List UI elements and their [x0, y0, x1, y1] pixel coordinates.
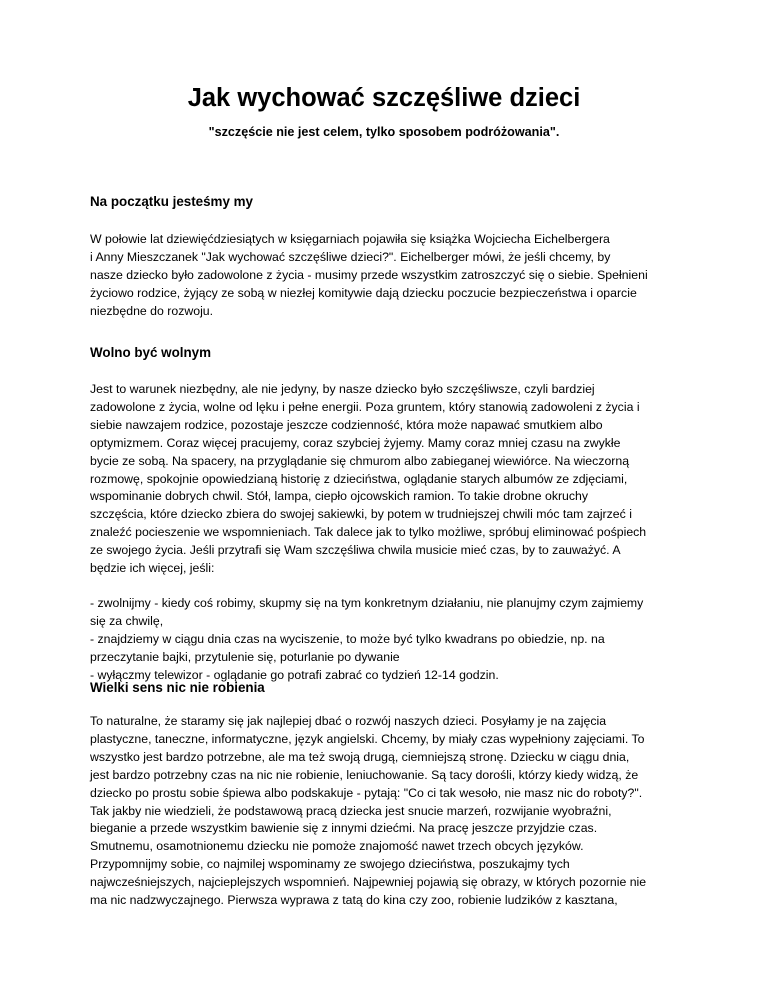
section-paragraph: Jest to warunek niezbędny, ale nie jedyny, by nasze dziecko było szczęśliwsze, czyli bardziej zadowolone z życia, wolne od lęku i pełne energii. Poza gruntem, który stanowią zadowoleni z życia i siebie nawzajem rodzice, pozostaje jeszcze codzienność, która może napawać smutkiem albo optymizmem. Coraz więcej pracujemy, coraz szybciej żyjemy. Mamy coraz mniej czasu na zwykłe bycie ze sobą. Na spacery, na przyglądanie się chmurom albo zabieganej wiewiórce. Na wieczorną rozmowę, spokojnie opowiedzianą historię z dzieciństwa, oglądanie starych albumów ze zdjęciami, wspominanie dobrych chwil. Stół, lampa, ciepło ojcowskich ramion. To takie drobne okruchy szczęścia, które dziecko zbiera do swojej sakiewki, by potem w trudniejszej chwili móc tam zajrzeć i znaleźć pocieszenie we wspomnieniach. Tak dalece jak to tylko możliwe, spróbuj eliminować pośpiech ze swojego życia. Jeśli przytrafi się Wam szczęśliwa chwila musicie mieć czas, by to zauważyć. A będzie ich więcej, jeśli:: [90, 382, 647, 576]
section-heading: Wolno być wolnym: [90, 345, 212, 360]
section-heading: Wielki sens nic nie robienia: [90, 680, 265, 695]
list-item: - znajdziemy w ciągu dnia czas na wyciszenie, to może być tylko kwadrans po obiedzie, np. na przeczytanie bajki, przytulenie się, poturlanie po dywanie: [90, 631, 605, 664]
section-na-poczatku: [90, 193, 690, 321]
list-item: - zwolnijmy - kiedy coś robimy, skupmy się na tym konkretnym działaniu, nie planujmy czym zajmiemy się za chwilę,: [90, 595, 644, 628]
list-item: - wyłączmy telewizor - oglądanie go potrafi zabrać co tydzień 12-14 godzin.: [90, 667, 499, 682]
section-wielki-sens: [90, 679, 690, 910]
section-paragraph: W połowie lat dziewięćdziesiątych w księgarniach pojawiła się książka Wojciecha Eichelbergera i Anny Mieszczanek "Jak wychować szczęśliwe dzieci?". Eichelberger mówi, że jeśli chcemy, by nasze dziecko było zadowolone z życia - musimy przede wszystkim zatroszczyć się o siebie. Spełnieni życiowo rodzice, żyjący ze sobą w niezłej komitywie dają dziecku poczucie bezpieczeństwa i oparcie niezbędne do rozwoju.: [90, 232, 648, 318]
tips-list: [90, 595, 690, 685]
section-paragraph: To naturalne, że staramy się jak najlepiej dbać o rozwój naszych dzieci. Posyłamy je na zajęcia plastyczne, taneczne, informatyczne, język angielski. Chcemy, by miały czas wypełniony zajęciami. To wszystko jest bardzo potrzebne, ale ma też swoją drugą, ciemniejszą stronę. Dziecku w ciągu dnia, jest bardzo potrzebny czas na nic nie robienie, leniuchowanie. Są tacy dorośli, którzy kiedy widzą, że dziecko po prostu sobie śpiewa albo podskakuje - pytają: "Co ci tak wesoło, nie masz nic do roboty?". Tak jakby nie wiedzieli, że podstawową pracą dziecka jest snucie marzeń, rozwijanie wyobraźni, bieganie a przede wszystkim bawienie się z innymi dziećmi. Na pracę jeszcze przyjdzie czas. Smutnemu, osamotnionemu dziecku nie pomoże znajomość nawet trzech obcych języków. Przypomnijmy sobie, co najmilej wspominamy ze swojego dzieciństwa, poszukajmy tych najwcześniejszych, najcieplejszych wspomnień. Najpewniej pojawią się obrazy, w których pozornie nie ma nic nadzwyczajnego. Pierwsza wyprawa z tatą do kina czy zoo, robienie ludzików z kasztana,: [90, 714, 647, 908]
section-wolno-byc-wolnym: [90, 344, 690, 685]
document-subtitle: "szczęście nie jest celem, tylko sposobem podróżowania".: [208, 125, 560, 139]
document-title: Jak wychować szczęśliwe dzieci: [187, 84, 581, 112]
section-heading: Na początku jesteśmy my: [90, 194, 253, 209]
